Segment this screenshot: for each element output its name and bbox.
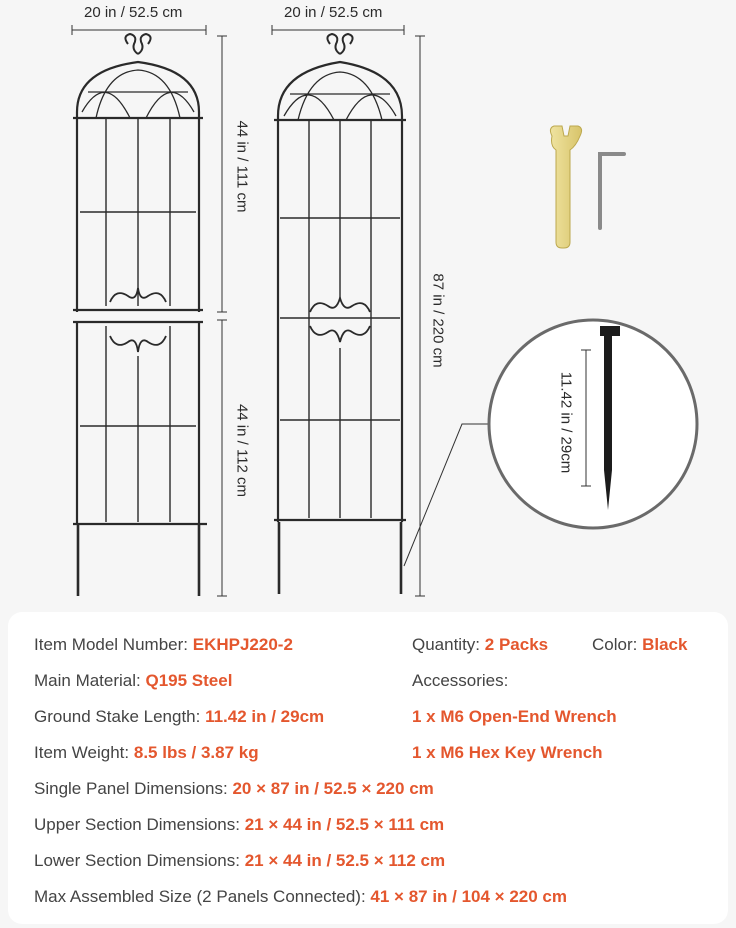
accessory-item-hex-key: 1 x M6 Hex Key Wrench [412, 743, 603, 762]
left-panel [73, 34, 207, 596]
right-panel [274, 34, 406, 594]
spec-quantity: Quantity: 2 Packs [412, 635, 549, 654]
spec-color: Color: Black [592, 635, 688, 654]
upper-height-label: 44 in / 111 cm [233, 120, 251, 213]
spec-max-size: Max Assembled Size (2 Panels Connected): 41 × 87 in / 104 × 220 cm [34, 887, 567, 906]
accessory-item-wrench: 1 x M6 Open-End Wrench [412, 707, 617, 726]
left-width-label: 20 in / 52.5 cm [84, 4, 183, 21]
stake-length-label: 11.42 in / 29cm [557, 371, 575, 474]
stake-detail-circle [489, 320, 697, 528]
spec-model: Item Model Number: EKHPJ220-2 [34, 635, 293, 654]
spec-material: Main Material: Q195 Steel [34, 671, 233, 690]
right-width-label: 20 in / 52.5 cm [284, 4, 383, 21]
spec-stake: Ground Stake Length: 11.42 in / 29cm [34, 707, 325, 726]
lower-height-label: 44 in / 112 cm [233, 403, 251, 498]
spec-weight: Item Weight: 8.5 lbs / 3.87 kg [34, 743, 259, 762]
open-end-wrench-icon [550, 126, 581, 248]
hex-key-icon [600, 154, 624, 228]
spec-single-panel: Single Panel Dimensions: 20 × 87 in / 52.5 × 220 cm [34, 779, 434, 798]
total-height-label: 87 in / 220 cm [429, 273, 447, 368]
spec-accessories: Accessories: [412, 671, 509, 690]
spec-card [8, 612, 728, 924]
spec-upper-section: Upper Section Dimensions: 21 × 44 in / 52.5 × 111 cm [34, 815, 445, 834]
spec-lower-section: Lower Section Dimensions: 21 × 44 in / 52.5 × 112 cm [34, 851, 446, 870]
